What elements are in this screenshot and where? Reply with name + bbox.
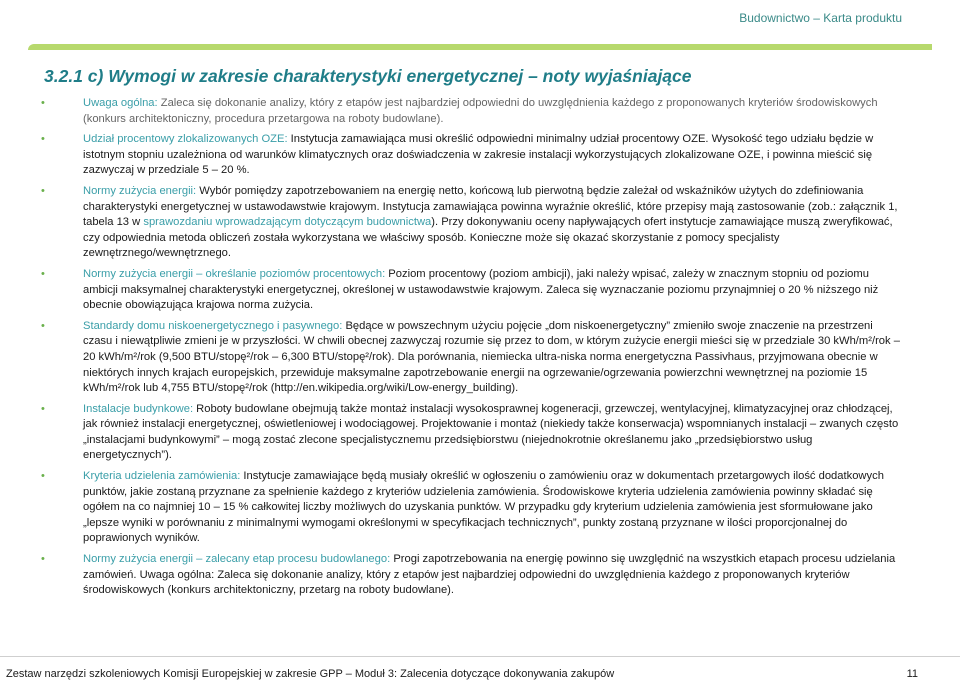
note-item bbox=[34, 469, 904, 547]
note-body-continued: ). Przy dokonywaniu oceny napływających ofert instytucje zamawiające muszą zweryfikować, czy odpowiednia metoda obliczeń została wykorzystana we właściwy sposób. Konieczne może się okazać skorzystanie z pomocy specjalisty zewnętrznego/wewnętrznego. bbox=[83, 216, 893, 260]
bullet-icon: • bbox=[41, 133, 45, 146]
note-term: Kryteria udzielenia zamówienia: bbox=[83, 470, 241, 483]
footer-text: Zestaw narzędzi szkoleniowych Komisji Europejskiej w zakresie GPP – Moduł 3: Zalecenia dotyczące dokonywania zakupów bbox=[6, 668, 615, 680]
note-term: Uwaga ogólna: bbox=[83, 97, 158, 109]
note-item bbox=[34, 132, 904, 179]
page-number: 11 bbox=[906, 668, 918, 680]
bullet-icon: • bbox=[41, 402, 45, 415]
bullet-icon: • bbox=[41, 553, 45, 566]
note-term: Normy zużycia energii: bbox=[83, 184, 197, 197]
note-item bbox=[34, 319, 904, 397]
note-body: Progi zapotrzebowania na energię powinno się uwzględnić na wszystkich etapach procesu udzielania zamówień. Uwaga ogólna: Zaleca się dokonanie analizy, który z etapów jest najbardziej odpowiedni do uwzględnienia każdego z proponowanych kryteriów środowiskowych (konkurs architektoniczny, przetarg na roboty budowlane). bbox=[83, 553, 896, 597]
note-term: Udział procentowy zlokalizowanych OZE: bbox=[83, 133, 288, 146]
note-item bbox=[34, 402, 904, 464]
footer-divider bbox=[0, 656, 960, 657]
note-item bbox=[34, 552, 904, 599]
note-body: Wybór pomiędzy zapotrzebowaniem na energię netto, końcową lub pierwotną będzie zależał od wskaźników użytych do zdefiniowania charakterystyki energetycznej w ustawodawstwie krajowym. Instytucja zamawiająca powinna wyraźnie określić, które przepisy mają zastosowanie (zob.: załącznik 1, tabela 13 w bbox=[83, 184, 898, 229]
bullet-icon: • bbox=[41, 97, 45, 109]
note-body: Instytucje zamawiające będą musiały określić w ogłoszeniu o zamówieniu oraz w dokumentach przetargowych ilość dodatkowych punktów, jakie zostaną przyznane za spełnienie każdego z kryteriów udzielenia zamówienia. Środowiskowe kryteria udzielenia zamówienia powinny składać się ogółem na co najmniej 10 – 15 % całkowitej liczby możliwych do uzyskania punktów. W przypadku gdy kryterium udzielenia zamówienia jest sformułowane jako „lepsze wyniki w porównaniu z minimalnymi wymogami określonymi w specyfikacjach technicznych”, punkty zostaną przyznane w ilości proporcjonalnej do poprawionych wyników. bbox=[83, 470, 884, 545]
note-body: Będące w powszechnym użyciu pojęcie „dom niskoenergetyczny” zmieniło swoje znaczenie na przestrzeni czasu i niewątpliwie zmieni je w przyszłości. W chwili obecnej zazwyczaj rozumie się przez to dom, w którym zużycie energii mieści się w przedziale 30 kWh/m²/rok – 20 kWh/m²/rok (9,500 BTU/stopę²/rok – 6,300 BTU/stopę²/rok). Dla porównania, niemiecka ultra-niska norma energetyczna Passivhaus, przyjmowana obecnie w niektórych innych krajach europejskich, przewiduje maksymalne zapotrzebowanie energii na ogrzewanie/ogrzewania powierzchni wewnętrznej na poziomie 15 kWh/m²/rok lub 4,755 BTU/stopę²/rok (http://en.wikipedia.org/wiki/Low-energy_building). bbox=[83, 319, 900, 395]
note-body: Roboty budowlane obejmują także montaż instalacji wysokosprawnej kogeneracji, grzewczej, wentylacyjnej, klimatyzacyjnej oraz chłodzącej, jak również instalacji energetycznej, oświetleniowej i wodociągowej. Projektowanie i montaż (niekiedy także konserwacja) wspomnianych instalacji – zwanych często „instalacjami budynkowymi” – mogą zostać zlecone specjalistycznemu przedsiębiorstwu (niejednokrotnie określanemu jako „przedsiębiorstwo usług energetycznych”). bbox=[83, 402, 899, 462]
note-item bbox=[34, 267, 904, 314]
note-term: Normy zużycia energii – zalecany etap procesu budowlanego: bbox=[83, 553, 391, 566]
document-header: Budownictwo – Karta produktu bbox=[739, 11, 902, 25]
note-term: Standardy domu niskoenergetycznego i pasywnego: bbox=[83, 319, 343, 332]
bullet-icon: • bbox=[41, 470, 45, 483]
bullet-icon: • bbox=[41, 267, 45, 280]
report-link[interactable]: sprawozdaniu wprowadzającym dotyczącym budownictwa bbox=[143, 216, 432, 229]
section-title: 3.2.1 c) Wymogi w zakresie charakterystyki energetycznej – noty wyjaśniające bbox=[44, 66, 692, 86]
bullet-icon: • bbox=[41, 319, 45, 332]
note-item bbox=[34, 96, 904, 127]
note-term: Instalacje budynkowe: bbox=[83, 402, 194, 415]
note-body: Zaleca się dokonanie analizy, który z etapów jest najbardziej odpowiedni do uwzględnienia każdego z proponowanych kryteriów środowiskowych (konkurs architektoniczny, procedura przetargowa na roboty budowlane). bbox=[83, 97, 878, 125]
note-body: Poziom procentowy (poziom ambicji), jaki należy wpisać, zależy w znacznym stopniu od poziomu ambicji maksymalnej charakterystyki energetycznej, określonej w ustawodawstwie krajowym. Zaleca się wyznaczanie poziomu przynajmniej o 20 % niższego niż obecnie obowiązująca krajowa norma zużycia. bbox=[83, 267, 879, 312]
note-item bbox=[34, 184, 904, 262]
bullet-icon: • bbox=[41, 184, 45, 197]
note-term: Normy zużycia energii – określanie poziomów procentowych: bbox=[83, 267, 386, 280]
notes-list bbox=[34, 96, 904, 604]
top-accent-bar bbox=[28, 44, 932, 50]
note-body: Instytucja zamawiająca musi określić odpowiedni minimalny udział procentowy OZE. Wysokość tego udziału będzie w istotnym stopniu uzależniona od warunków klimatycznych oraz doświadczenia w zakresie instalacji wykorzystujących zlokalizowane OZE, i powinna mieścić się zazwyczaj w przedziale 5 – 20 %. bbox=[83, 133, 874, 177]
